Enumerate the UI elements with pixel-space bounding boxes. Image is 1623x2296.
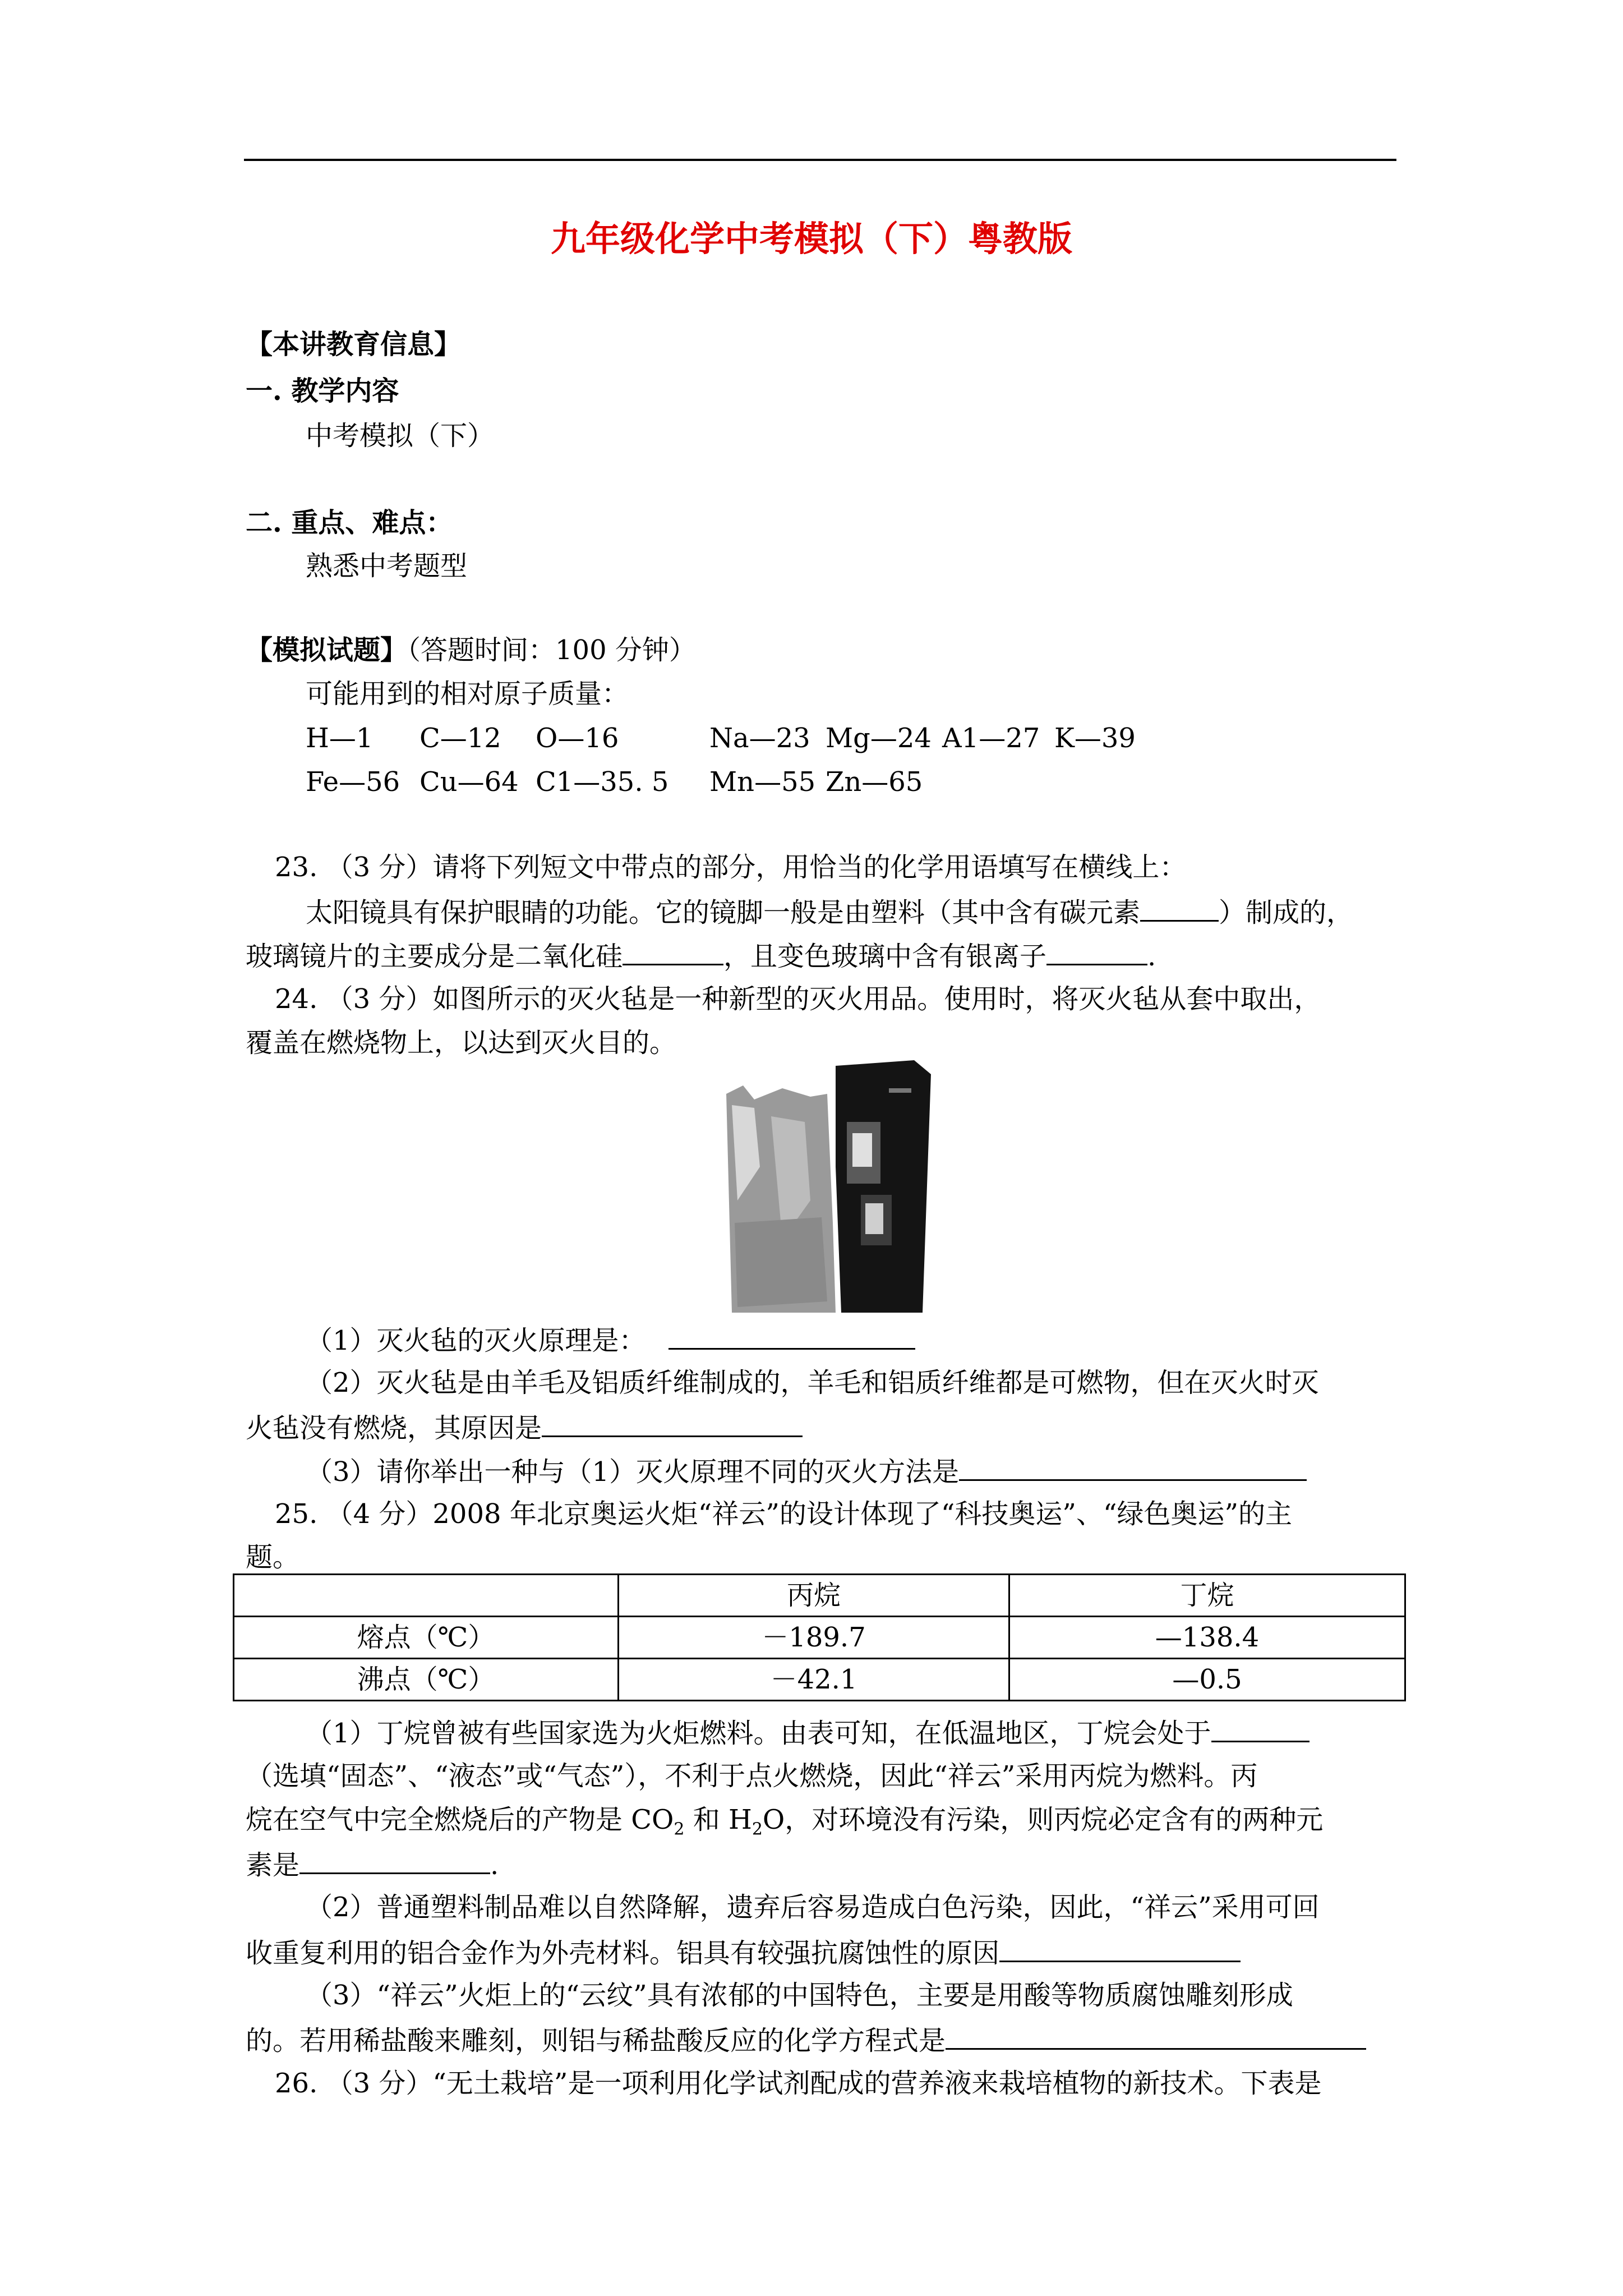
answer-blank[interactable]	[542, 1413, 803, 1437]
table-cell: －42.1	[619, 1659, 1009, 1701]
q25-part2-line1: （2）普通塑料制品难以自然降解，遗弃后容易造成白色污染，因此，“祥云”采用可回	[306, 1892, 1320, 1923]
q25-part1-line3	[246, 1806, 1323, 1838]
q24-stem-line1: 24. （3 分）如图所示的灭火毡是一种新型的灭火用品。使用时，将灭火毡从套中取出，	[275, 983, 1321, 1015]
q24-part3	[306, 1456, 1307, 1488]
table-cell: －189.7	[619, 1617, 1009, 1659]
section1-content: 中考模拟（下）	[306, 420, 495, 452]
answer-blank[interactable]	[1140, 898, 1219, 922]
section1-heading: 一. 教学内容	[246, 375, 399, 407]
q23-text: 太阳镜具有保护眼睛的功能。它的镜脚一般是由塑料（其中含有碳元素	[306, 897, 1141, 928]
section2-content: 熟悉中考题型	[306, 550, 468, 582]
q25-stem-line2: 题。	[246, 1542, 300, 1573]
q23-text: ）制成的，	[1219, 897, 1354, 928]
q24-stem-line2: 覆盖在燃烧物上，以达到灭火目的。	[246, 1027, 677, 1059]
properties-table	[233, 1573, 1406, 1701]
answer-blank[interactable]	[959, 1457, 1307, 1481]
atomic-mass-item: H—1	[306, 723, 374, 754]
atomic-mass-item: Fe—56	[306, 766, 400, 798]
table-header-row	[234, 1575, 1405, 1617]
q25-text: 收重复利用的铝合金作为外壳材料。铝具有较强抗腐蚀性的原因	[246, 1938, 1000, 1969]
page-title: 九年级化学中考模拟（下）粤教版	[550, 218, 1072, 259]
answer-blank[interactable]	[1211, 1718, 1310, 1742]
answer-blank[interactable]	[668, 1326, 915, 1350]
subscript: 2	[674, 1819, 685, 1839]
answer-blank[interactable]	[623, 941, 723, 965]
table-cell: 熔点（℃）	[234, 1617, 619, 1659]
exam-header	[246, 634, 696, 666]
q24-part1	[306, 1326, 915, 1354]
section2-heading: 二. 重点、难点：	[246, 507, 453, 539]
answer-blank[interactable]	[946, 2026, 1366, 2050]
atomic-mass-label: 可能用到的相对原子质量：	[306, 678, 629, 710]
q23-text: 玻璃镜片的主要成分是二氧化硅	[246, 941, 623, 972]
q23-text: ，且变色玻璃中含有银离子	[723, 941, 1047, 972]
q26-stem: 26. （3 分）“无土栽培”是一项利用化学试剂配成的营养液来栽培植物的新技术。下表是	[275, 2068, 1322, 2099]
q25-part1-line1	[306, 1718, 1310, 1747]
atomic-mass-item: Cu—64	[419, 766, 519, 798]
q25-part1-line4	[246, 1850, 499, 1879]
atomic-mass-item: Na—23	[709, 723, 810, 754]
exam-time: （答题时间：100 分钟）	[407, 634, 696, 666]
table-row	[234, 1659, 1405, 1701]
q25-text: 和 H	[684, 1804, 752, 1835]
exam-heading: 【模拟试题】	[246, 634, 408, 666]
answer-blank[interactable]	[299, 1850, 490, 1874]
table-cell: —0.5	[1009, 1659, 1405, 1701]
q25-part2-line2	[246, 1938, 1241, 1967]
q23-line2	[246, 941, 1156, 970]
q24-text: （3）请你举出一种与（1）灭火原理不同的灭火方法是	[306, 1456, 960, 1488]
table-cell: 丙烷	[619, 1575, 1009, 1617]
q23-line1	[306, 898, 1353, 926]
q25-part3-line1: （3）“祥云”火炬上的“云纹”具有浓郁的中国特色，主要是用酸等物质腐蚀雕刻形成	[306, 1980, 1293, 2011]
atomic-mass-item: Mg—24	[826, 723, 932, 754]
q25-stem-line1: 25. （4 分）2008 年北京奥运火炬“祥云”的设计体现了“科技奥运”、“绿色奥运”的主	[275, 1498, 1293, 1530]
q25-part3-line2	[246, 2026, 1366, 2054]
table-cell	[234, 1575, 619, 1617]
atomic-mass-item: C1—35. 5	[536, 766, 669, 798]
atomic-mass-item: Mn—55	[709, 766, 816, 798]
q24-text: 火毡没有燃烧，其原因是	[246, 1412, 542, 1444]
q24-part2-line1: （2）灭火毡是由羊毛及铝质纤维制成的，羊毛和铝质纤维都是可燃物，但在灭火时灭	[306, 1367, 1319, 1398]
table-cell: 丁烷	[1009, 1575, 1405, 1617]
header-rule	[244, 159, 1396, 161]
q25-text: 的。若用稀盐酸来雕刻，则铝与稀盐酸反应的化学方程式是	[246, 2025, 946, 2056]
table-cell: 沸点（℃）	[234, 1659, 619, 1701]
answer-blank[interactable]	[1046, 941, 1147, 965]
q25-text: 烷在空气中完全燃烧后的产物是 CO	[246, 1804, 674, 1835]
q23-stem: 23. （3 分）请将下列短文中带点的部分，用恰当的化学用语填写在横线上：	[275, 852, 1187, 883]
q25-text: O，对环境没有污染，则丙烷必定含有的两种元	[762, 1804, 1324, 1835]
atomic-mass-item: C—12	[419, 723, 501, 754]
atomic-mass-item: O—16	[536, 723, 619, 754]
atomic-mass-item: K—39	[1054, 723, 1136, 754]
answer-blank[interactable]	[999, 1938, 1241, 1962]
table-cell: —138.4	[1009, 1617, 1405, 1659]
q25-text: （1）丁烷曾被有些国家选为火炬燃料。由表可知，在低温地区，丁烷会处于	[306, 1718, 1211, 1749]
q25-text: 素是	[246, 1849, 300, 1881]
q25-text: .	[490, 1849, 499, 1881]
atomic-mass-item: Zn—65	[826, 766, 923, 798]
fire-blanket-photo	[721, 1055, 939, 1318]
table-row	[234, 1617, 1405, 1659]
q23-text: .	[1147, 941, 1156, 972]
q24-text: （1）灭火毡的灭火原理是：	[306, 1325, 646, 1356]
subscript: 2	[751, 1819, 763, 1839]
q25-part1-line2: （选填“固态”、“液态”或“气态”），不利于点火燃烧，因此“祥云”采用丙烷为燃料。丙	[246, 1760, 1258, 1792]
info-header: 【本讲教育信息】	[246, 329, 462, 360]
q24-part2-line2	[246, 1413, 803, 1442]
atomic-mass-item: A1—27	[942, 723, 1040, 754]
